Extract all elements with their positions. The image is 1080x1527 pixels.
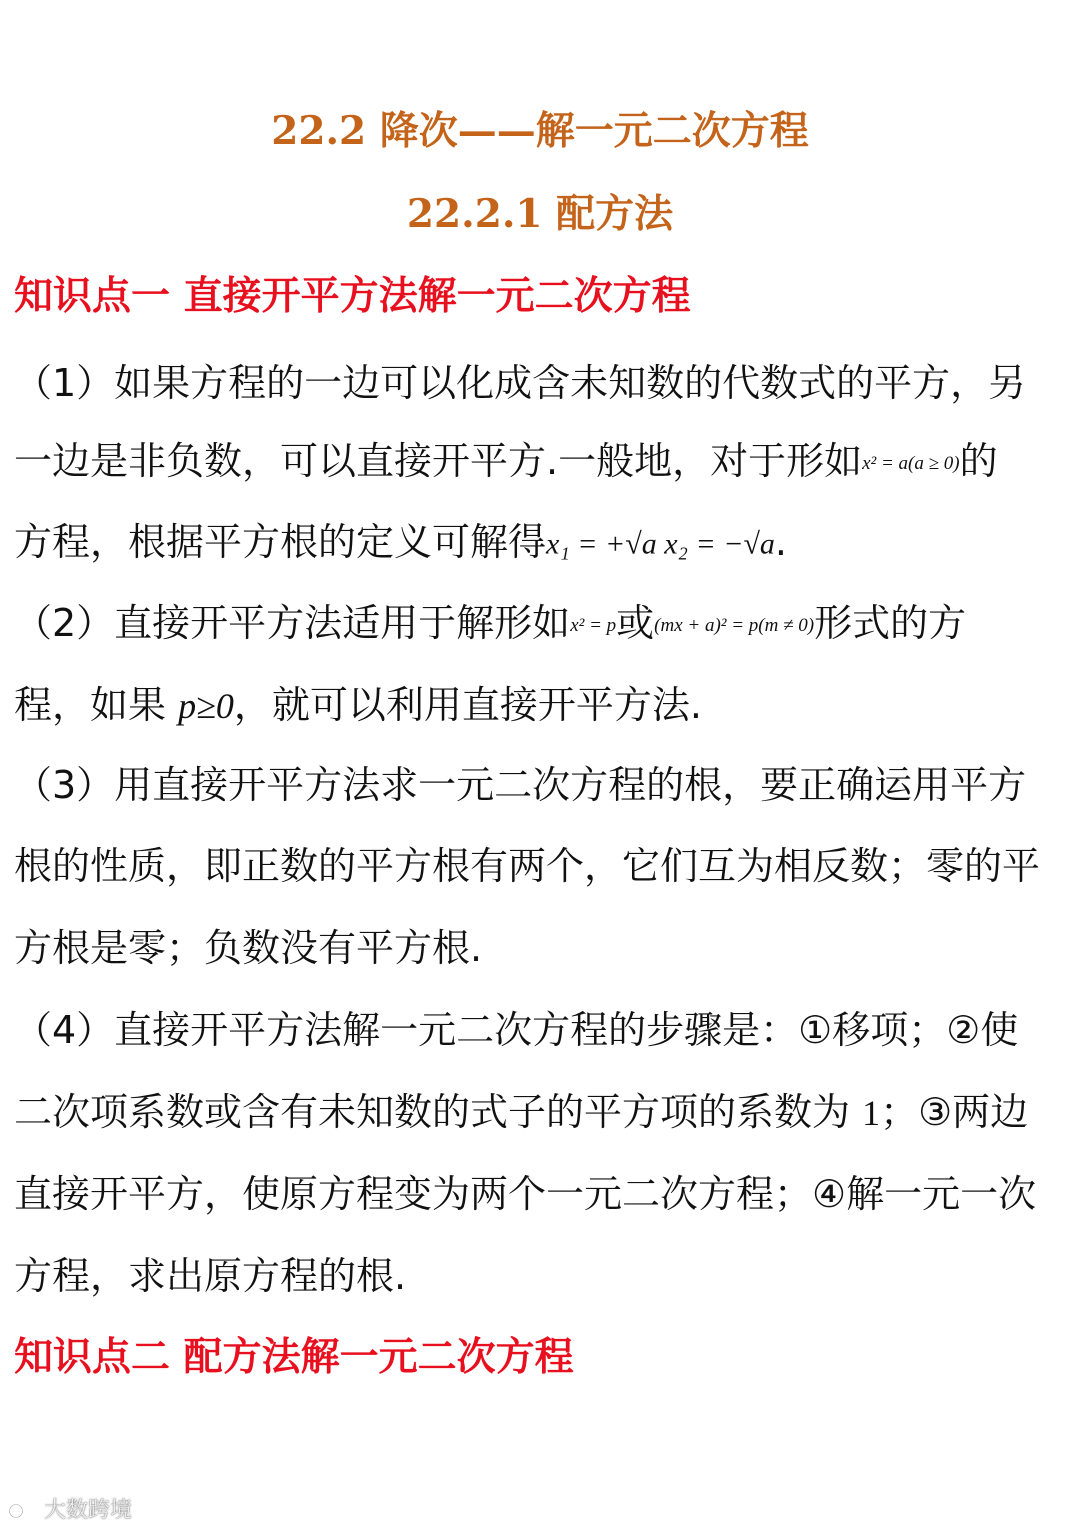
paragraph-4-line-1: （4）直接开平方法解一元二次方程的步骤是：①移项；②使 [14, 1008, 1019, 1052]
coefficient-one: 1 [862, 1093, 881, 1133]
paragraph-1-line-3-text: 方程，根据平方根的定义可解得 [14, 520, 547, 564]
formula-p-nonnegative: p≥0 [178, 686, 234, 726]
paragraph-2-line-1-end: 形式的方 [814, 601, 967, 645]
section-heading-2: 知识点二 配方法解一元二次方程 [14, 1335, 574, 1380]
paragraph-1-line-2-end: 的 [959, 439, 998, 483]
paragraph-1-line-2 [14, 439, 998, 483]
page-title: 22.2 降次——解一元二次方程 [271, 108, 809, 154]
paragraph-3-line-1: （3）用直接开平方法求一元二次方程的根，要正确运用平方 [14, 763, 1027, 807]
paragraph-2-line-1-text: （2）直接开平方法适用于解形如 [14, 601, 571, 645]
paragraph-1-line-3-end: . [774, 520, 788, 564]
paragraph-4-line-2-text: 二次项系数或含有未知数的式子的平方项的系数为 [14, 1090, 863, 1134]
brand-logo-icon [8, 1502, 42, 1520]
paragraph-1-line-2-text: 一边是非负数，可以直接开平方.一般地，对于形如 [14, 439, 863, 483]
paragraph-4-line-3: 直接开平方，使原方程变为两个一元二次方程；④解一元一次 [14, 1172, 1037, 1216]
page-subtitle: 22.2.1 配方法 [406, 191, 674, 237]
paragraph-2-line-2-text: 程，如果 [14, 683, 179, 727]
formula-x-squared-equals-a: x² = a(a ≥ 0) [862, 453, 960, 474]
section-heading-1: 知识点一 直接开平方法解一元二次方程 [14, 274, 691, 319]
paragraph-4-line-2 [14, 1090, 1029, 1134]
formula-x-squared-equals-p: x² = p [570, 615, 617, 636]
paragraph-2-line-2 [14, 683, 702, 727]
paragraph-4-line-2-end: ；③两边 [880, 1090, 1029, 1134]
paragraph-2-line-2-end: ，就可以利用直接开平方法. [233, 683, 702, 727]
paragraph-4-line-4: 方程，求出原方程的根. [14, 1254, 407, 1298]
formula-roots: x₁ = +√a x₂ = −√a [546, 527, 775, 561]
paragraph-1-line-3 [14, 520, 788, 564]
watermark [8, 1493, 132, 1524]
formula-mx-plus-a-squared: (mx + a)² = p(m ≠ 0) [654, 615, 815, 636]
watermark-text: 大数跨境 [44, 1498, 133, 1523]
paragraph-3-line-2: 根的性质，即正数的平方根有两个，它们互为相反数；零的平 [14, 844, 1041, 888]
paragraph-3-line-3: 方根是零；负数没有平方根. [14, 926, 483, 970]
paragraph-2-line-1 [14, 601, 967, 645]
paragraph-1-line-1: （1）如果方程的一边可以化成含未知数的代数式的平方，另 [14, 361, 1027, 405]
paragraph-2-line-1-or: 或 [616, 601, 655, 645]
